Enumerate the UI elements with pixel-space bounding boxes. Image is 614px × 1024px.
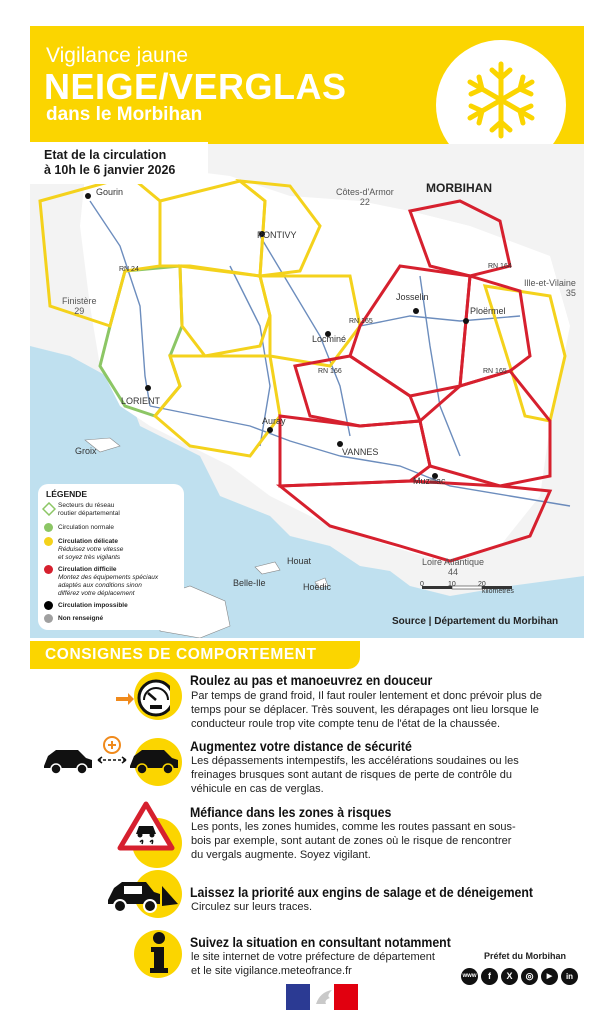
- snowflake-badge: [430, 36, 578, 144]
- rule-3-title: Méfiance dans les zones à risques: [190, 804, 392, 820]
- normal-dot-icon: [44, 523, 53, 532]
- department-label: Ille-et-Vilaine 35: [524, 278, 576, 298]
- republique-francaise-logo: [286, 984, 358, 1010]
- rule-1-text: Par temps de grand froid, Il faut rouler lentement et donc prévoir plus de temps pour se déplacer. Très souvent, les dérapages ont lieu lorsque le conducteur roule trop vite compte tenu de l'état de la chaussée.: [191, 690, 542, 730]
- scale-tick: 0: [420, 581, 424, 588]
- rule-2-title: Augmentez votre distance de sécurité: [190, 738, 412, 754]
- road-label: RN 166: [318, 368, 342, 375]
- city-label: Ploërmel: [470, 306, 506, 316]
- legend-sector: Secteurs du réseau routier départemental: [58, 502, 120, 517]
- scale-unit: kilomètres: [482, 588, 514, 595]
- city-label: PONTIVY: [257, 230, 297, 240]
- status-line-2: à 10h le 6 janvier 2026: [44, 163, 176, 177]
- city-label: Josselin: [396, 292, 429, 302]
- legend-delicate: Circulation délicate Réduisez votre vitesse et soyez très vigilants: [58, 538, 124, 561]
- department-label: Loire Atlantique 44: [422, 557, 485, 577]
- snowflake-icon: [430, 36, 578, 144]
- delicate-dot-icon: [44, 537, 53, 546]
- city-label: Houat: [287, 556, 312, 566]
- car-distance-icon: [40, 732, 190, 782]
- status-line-1: Etat de la circulation: [44, 148, 167, 162]
- rule-2-text: Les dépassements intempestifs, les accélérations soudaines ou les freinages brusques sont autant de risques de perte de contrôle du véhicule en cas de verglas.: [191, 755, 519, 795]
- speedometer-icon: [110, 674, 170, 724]
- legend-difficile: Circulation difficile Montez des équipements spéciaux adaptés aux conditions sinon différez votre déplacement: [58, 566, 159, 597]
- snowplough-icon: [104, 868, 188, 918]
- city-label: Belle-Ile: [233, 578, 266, 588]
- x-twitter-icon[interactable]: X: [501, 968, 518, 985]
- vigilance-level: Vigilance jaune: [46, 44, 189, 67]
- department-label: Côtes-d'Armor 22: [336, 187, 394, 207]
- city-label: Groix: [75, 446, 97, 456]
- website-icon[interactable]: www: [461, 968, 478, 985]
- impossible-dot-icon: [44, 601, 53, 610]
- rule-4-text: Circulez sur leurs traces.: [191, 901, 313, 913]
- legend-impossible: Circulation impossible: [58, 602, 128, 609]
- map-source: Source | Département du Morbihan: [392, 616, 559, 627]
- map-region-title: MORBIHAN: [426, 181, 492, 195]
- facebook-icon[interactable]: f: [481, 968, 498, 985]
- rule-5-title: Suivez la situation en consultant notamment: [190, 934, 451, 950]
- city-label: Gourin: [96, 187, 124, 197]
- city-label: VANNES: [342, 447, 379, 457]
- scale-tick: 10: [448, 581, 456, 588]
- city-label: LORIENT: [121, 396, 161, 406]
- road-label: RN 24: [119, 266, 139, 273]
- prefet-label: Préfet du Morbihan: [484, 951, 567, 961]
- info-icon: [144, 930, 174, 976]
- city-label: Auray: [262, 416, 286, 426]
- slippery-road-icon: [116, 800, 176, 854]
- page-title: NEIGE/VERGLAS: [44, 66, 347, 107]
- page-subtitle: dans le Morbihan: [46, 104, 203, 125]
- road-label: RN 164: [488, 263, 512, 270]
- legend-non-renseigne: Non renseigné: [58, 615, 104, 622]
- rule-4-title: Laissez la priorité aux engins de salage et de déneigement: [190, 884, 534, 900]
- city-label: Locminé: [312, 334, 347, 344]
- city-label: Hoëdic: [303, 582, 332, 592]
- consignes-title: CONSIGNES DE COMPORTEMENT: [45, 646, 317, 663]
- youtube-icon[interactable]: ▶: [541, 968, 558, 985]
- sector-legend-icon: [42, 502, 56, 516]
- instagram-icon[interactable]: ◎: [521, 968, 538, 985]
- road-label: RN 165: [349, 318, 373, 325]
- rule-1-title: Roulez au pas et manoeuvrez en douceur: [190, 672, 433, 688]
- road-label: RN 165: [483, 368, 507, 375]
- department-label: Finistère 29: [62, 296, 97, 316]
- rule-5-text: le site internet de votre préfecture de département et le site vigilance.meteofrance.fr: [191, 951, 435, 977]
- legend-normal: Circulation normale: [58, 524, 114, 531]
- legend-title: LÉGENDE: [46, 489, 88, 499]
- linkedin-icon[interactable]: in: [561, 968, 578, 985]
- scale-tick: 20: [478, 581, 486, 588]
- rule-3-text: Les ponts, les zones humides, comme les routes passant en sous- bois par exemple, sont autant de zones où le risque de rencontrer du vergals augmente. Soyez vigilant.: [191, 821, 516, 861]
- non-renseigne-dot-icon: [44, 614, 53, 623]
- city-label: Muzillac: [413, 476, 446, 486]
- difficile-dot-icon: [44, 565, 53, 574]
